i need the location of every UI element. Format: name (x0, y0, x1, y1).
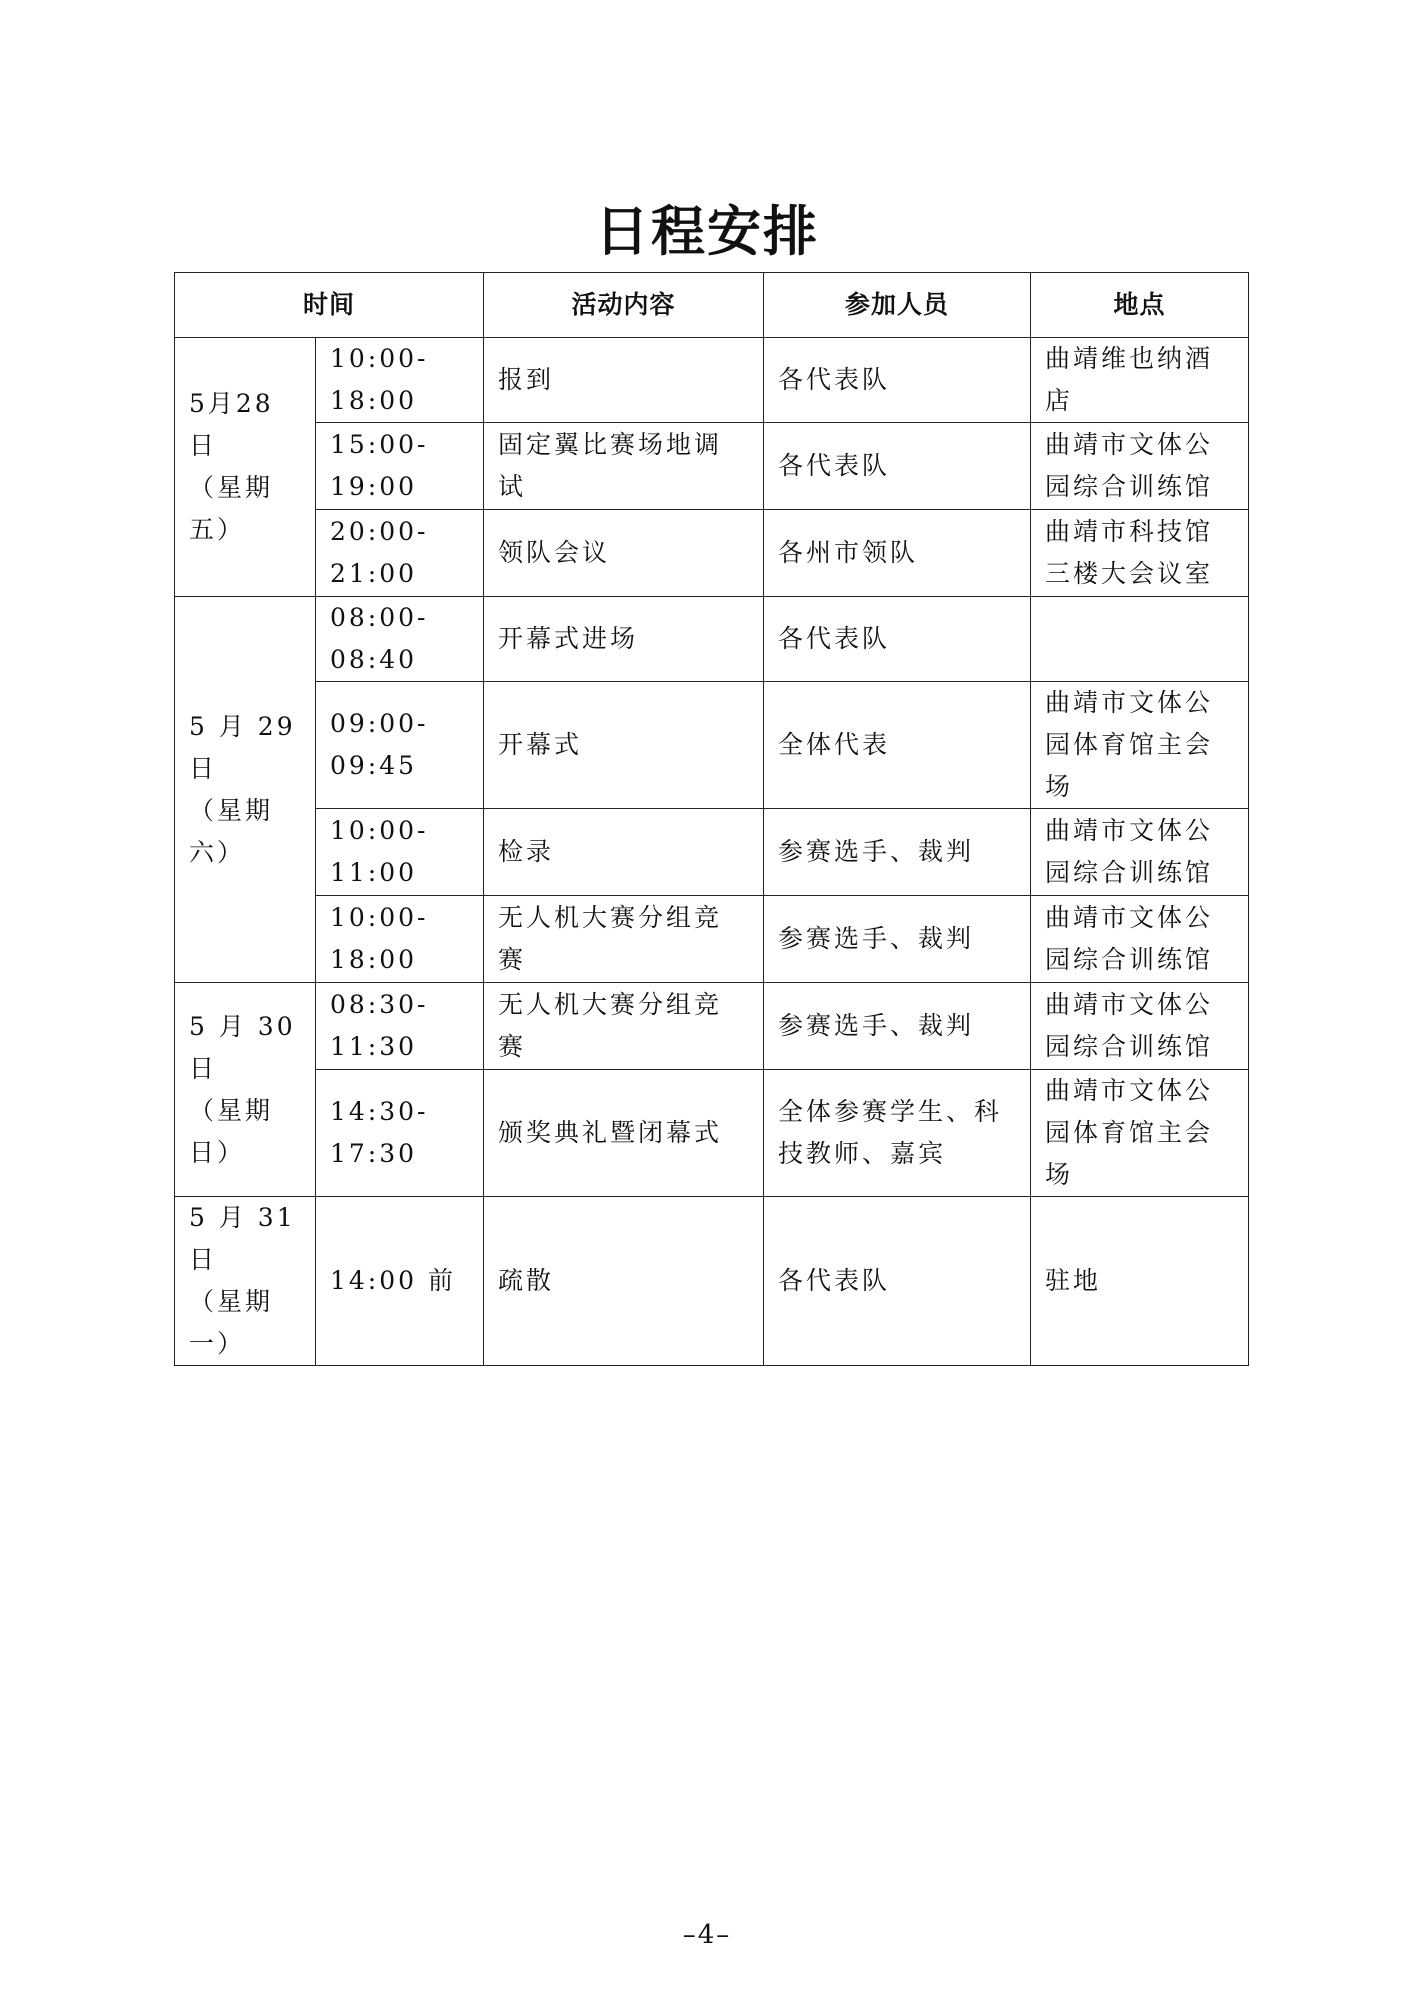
participants-cell: 参赛选手、裁判 (764, 983, 1031, 1070)
table-header-row (175, 273, 1249, 338)
time-cell: 20:00-21:00 (316, 510, 484, 597)
participants-cell: 全体代表 (764, 682, 1031, 809)
location-cell: 曲靖市文体公园体育馆主会场 (1031, 1070, 1249, 1197)
activity-cell: 疏散 (484, 1197, 764, 1366)
participants-cell: 各代表队 (764, 597, 1031, 682)
time-cell: 08:00-08:40 (316, 597, 484, 682)
table-row (175, 423, 1249, 510)
header-location: 地点 (1031, 273, 1249, 338)
activity-cell: 领队会议 (484, 510, 764, 597)
date-label: 5 月 30 日 (189, 1011, 296, 1083)
date-label: 5月28日 (189, 389, 274, 460)
activity-cell: 无人机大赛分组竞赛 (484, 896, 764, 983)
date-cell (175, 338, 316, 597)
location-cell: 曲靖维也纳酒店 (1031, 338, 1249, 423)
location-cell (1031, 597, 1249, 682)
location-cell: 曲靖市科技馆三楼大会议室 (1031, 510, 1249, 597)
table-row (175, 983, 1249, 1070)
activity-cell: 固定翼比赛场地调试 (484, 423, 764, 510)
header-time: 时间 (175, 273, 484, 338)
time-cell: 14:30-17:30 (316, 1070, 484, 1197)
time-cell: 08:30-11:30 (316, 983, 484, 1070)
activity-cell: 开幕式 (484, 682, 764, 809)
date-cell (175, 597, 316, 983)
participants-cell: 全体参赛学生、科技教师、嘉宾 (764, 1070, 1031, 1197)
weekday-label: （星期日） (189, 1095, 274, 1167)
table-row (175, 510, 1249, 597)
activity-cell: 检录 (484, 809, 764, 896)
table-row (175, 1070, 1249, 1197)
time-cell: 15:00-19:00 (316, 423, 484, 510)
activity-cell: 报到 (484, 338, 764, 423)
table-row (175, 896, 1249, 983)
participants-cell: 各代表队 (764, 338, 1031, 423)
activity-cell: 开幕式进场 (484, 597, 764, 682)
activity-cell: 颁奖典礼暨闭幕式 (484, 1070, 764, 1197)
participants-cell: 各代表队 (764, 423, 1031, 510)
page-number: –4– (682, 1920, 732, 1950)
time-cell: 10:00-18:00 (316, 896, 484, 983)
weekday-label: （星期一） (189, 1287, 274, 1358)
weekday-label: （星期五） (189, 473, 274, 544)
time-cell: 10:00-18:00 (316, 338, 484, 423)
date-cell (175, 1197, 316, 1366)
time-cell: 10:00-11:00 (316, 809, 484, 896)
table-row (175, 809, 1249, 896)
participants-cell: 参赛选手、裁判 (764, 896, 1031, 983)
participants-cell: 参赛选手、裁判 (764, 809, 1031, 896)
table-row (175, 682, 1249, 809)
participants-cell: 各代表队 (764, 1197, 1031, 1366)
location-cell: 曲靖市文体公园综合训练馆 (1031, 423, 1249, 510)
table-row (175, 597, 1249, 682)
date-label: 5 月 31 日 (189, 1203, 296, 1274)
activity-cell: 无人机大赛分组竞赛 (484, 983, 764, 1070)
weekday-label: （星期六） (189, 795, 274, 867)
location-cell: 曲靖市文体公园综合训练馆 (1031, 896, 1249, 983)
header-activity: 活动内容 (484, 273, 764, 338)
location-cell: 曲靖市文体公园综合训练馆 (1031, 809, 1249, 896)
header-participants: 参加人员 (764, 273, 1031, 338)
location-cell: 驻地 (1031, 1197, 1249, 1366)
schedule-table (174, 272, 1249, 1366)
participants-cell: 各州市领队 (764, 510, 1031, 597)
table-row (175, 1197, 1249, 1366)
time-cell: 09:00-09:45 (316, 682, 484, 809)
page-title: 日程安排 (595, 200, 819, 263)
time-cell: 14:00 前 (316, 1197, 484, 1366)
table-row (175, 338, 1249, 423)
location-cell: 曲靖市文体公园体育馆主会场 (1031, 682, 1249, 809)
date-cell (175, 983, 316, 1197)
date-label: 5 月 29 日 (189, 711, 296, 783)
location-cell: 曲靖市文体公园综合训练馆 (1031, 983, 1249, 1070)
